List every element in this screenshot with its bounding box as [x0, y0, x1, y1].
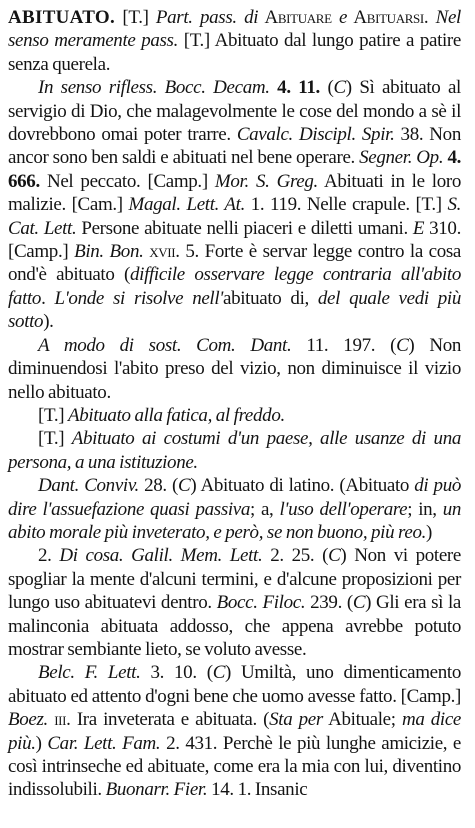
text-run: Car. Lett. Fam. — [47, 732, 161, 754]
text-run: Abituato ai costumi d'un paese, alle usanze di una persona, a una istituzione. — [8, 428, 461, 473]
text-run: Cavalc. Discipl. Spir. — [236, 124, 395, 146]
entry-paragraph-convivio — [8, 474, 461, 544]
entry-paragraph-reflexive — [8, 76, 461, 333]
text-run: Bin. Bon. — [74, 241, 144, 263]
example-fatigue-text — [38, 405, 285, 426]
text-run: Abituare — [258, 7, 332, 28]
text-run: Magal. Lett. At. — [128, 194, 245, 216]
text-run: A modo di sost. Com. Dant. — [38, 334, 292, 356]
text-run: ; in, — [407, 498, 443, 520]
text-run: [T.] — [38, 404, 69, 426]
text-run: ) Umiltà, uno dimenticamento abituato ed attento d'ogni bene che uomo avesse fatto. [Camp.] — [8, 662, 461, 707]
text-run: L'onde si risolve nell' — [54, 287, 224, 309]
text-run: C — [328, 545, 341, 567]
belcari-citation-text — [8, 662, 461, 800]
text-run: Dant. Conviv. — [38, 475, 139, 497]
text-run: C — [396, 334, 409, 356]
text-run: 4. 11. — [269, 77, 320, 99]
text-run: . — [41, 287, 55, 309]
text-run: 14. 1. Insanic — [207, 779, 308, 801]
text-run: 3. 10. ( — [140, 662, 213, 684]
text-run: Nel senso meramente pass. — [8, 7, 461, 52]
text-run: ) Non vi potere spogliar la mente d'alcuni termini, e d'alcune proposizioni per lungo uso abituatevi dentro. — [8, 545, 461, 614]
text-run: 239. ( — [305, 592, 353, 614]
text-run: Part. pass. di — [155, 7, 259, 28]
entry-paragraph-sense-2 — [8, 544, 461, 661]
text-run: abituato di, — [223, 287, 318, 309]
text-run: 28. ( — [138, 475, 178, 497]
text-run: Boez. — [8, 709, 48, 731]
text-run: Abituati in le loro malizie. [Cam.] — [8, 170, 461, 216]
text-run: iii — [47, 709, 67, 731]
text-run: C — [333, 77, 346, 99]
text-run: . — [423, 7, 436, 28]
text-run: C — [212, 662, 226, 684]
reflexive-sense-text — [8, 77, 461, 332]
convivio-citation-text — [8, 475, 461, 543]
text-run: Mor. S. Greg. — [214, 170, 318, 192]
text-run: Persone abituate nelli piaceri e diletti umani. — [76, 217, 413, 239]
text-run: 310. [Camp.] — [8, 217, 461, 263]
text-run: 2. 25. ( — [262, 545, 329, 567]
text-run: del quale vedi più sotto — [8, 287, 462, 333]
text-run: ma dice più. — [8, 709, 461, 754]
entry-paragraph-fatigue — [8, 404, 461, 427]
text-run: ) Abituato di latino. (Abituato — [190, 475, 415, 497]
entry-paragraph-substantive — [8, 334, 461, 404]
entry-paragraph-definition — [8, 6, 461, 76]
text-run: C — [352, 592, 366, 614]
text-run: [T.] — [115, 7, 156, 28]
example-customs-text — [8, 428, 461, 472]
text-run: E — [412, 217, 425, 239]
text-run: S. Cat. Lett. — [8, 194, 462, 239]
text-run: di può dire l'assuefazione quasi passiva — [8, 475, 461, 520]
text-run: ) Non diminuendosi l'abito preso del vizio, non diminuisce il vizio nello abituato. — [8, 334, 462, 403]
text-run: ) Sì abituato al servigio di Dio, che malagevolmente le cose del mondo a sè il dovrebbono omai poter trarre. — [8, 77, 461, 146]
text-run: l'uso dell'operare — [279, 498, 408, 520]
text-run: 2. — [38, 545, 60, 567]
text-run: . 5. Forte è servar legge contro la cosa ond'è abituato ( — [8, 241, 461, 286]
text-run: e — [331, 7, 348, 28]
text-run: ; a, — [250, 498, 280, 520]
substantive-sense-text — [8, 335, 461, 403]
text-run: 4. 666. — [8, 147, 461, 192]
text-run: [T.] — [38, 428, 72, 450]
text-run: [T.] Abituato dal lungo patire a patire senza querela. — [8, 30, 461, 75]
text-run: Belc. F. Lett. — [38, 662, 141, 684]
text-run: ) — [35, 732, 48, 754]
text-run: Segner. Op. — [359, 147, 444, 169]
text-run: C — [178, 475, 191, 497]
text-run: un abito morale più inveterato, e però, se non buono, più reo. — [8, 498, 461, 543]
text-run: Abituato alla fatica, al freddo. — [68, 404, 285, 426]
text-run: Abituale; — [322, 709, 402, 731]
sense-2-text — [8, 545, 461, 660]
text-run: Bocc. Filoc. — [216, 592, 306, 614]
text-run: ). — [43, 311, 54, 333]
text-run: . Ira inveterata e abituata. ( — [66, 709, 270, 731]
entry-paragraph-customs — [8, 427, 461, 474]
entry-paragraph-belcari — [8, 661, 461, 801]
text-run: xvii — [143, 241, 176, 263]
text-run: Nel peccato. [Camp.] — [39, 170, 215, 192]
text-run: Sta per — [269, 709, 323, 731]
text-run: In senso rifless. Bocc. Decam. — [38, 77, 270, 99]
text-run: 1. 119. Nelle crapule. [T.] — [245, 194, 448, 216]
text-run: ( — [319, 77, 334, 99]
text-run: Abituarsi — [347, 7, 424, 28]
text-run: Di cosa. Galil. Mem. Lett. — [59, 545, 263, 567]
text-run: difficile osservare legge contraria all'abito fatto — [8, 264, 461, 309]
text-run: 38. Non ancor sono ben saldi e abituati nel bene operare. — [8, 124, 461, 169]
entry-headword: ABITUATO. — [8, 7, 116, 28]
text-run: ) Gli era sì la malinconia abituata addosso, che appena avrebbe potuto mostrar sembiante lieto, se voluto avesse. — [8, 592, 461, 660]
text-run: Buonarr. Fier. — [105, 779, 208, 801]
text-run: 11. 197. ( — [291, 334, 397, 356]
text-run: ) — [426, 521, 433, 543]
text-run: 2. 431. Perchè le più lunghe amicizie, e così intrinseche ed abituate, come era la mia con lui, diventino indissolubili. — [8, 732, 461, 801]
